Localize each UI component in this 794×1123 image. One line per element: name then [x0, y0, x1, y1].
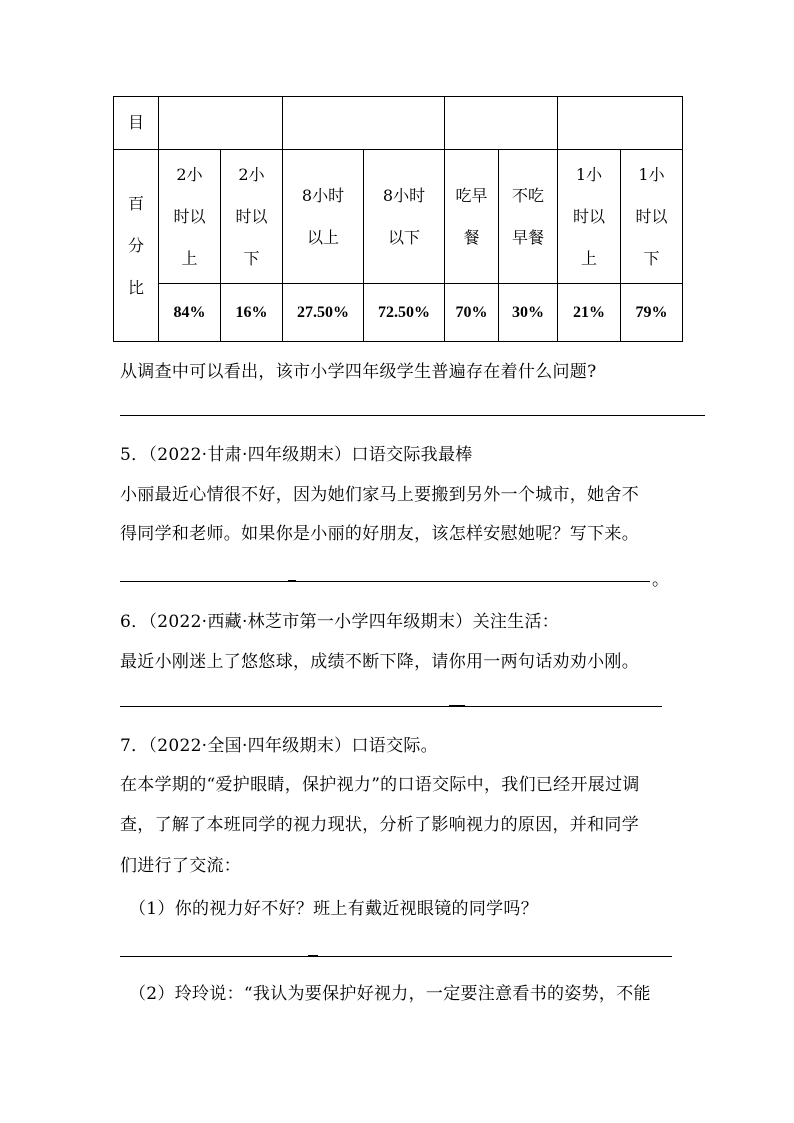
category-cell	[283, 150, 364, 284]
category-label: 1小时以上	[572, 164, 605, 268]
value-cell: 30%	[499, 284, 558, 342]
survey-table	[113, 96, 683, 342]
value-cell: 27.50%	[283, 284, 364, 342]
category-cell	[445, 150, 499, 284]
q5-end-mark: 。	[652, 570, 669, 590]
category-cell	[499, 150, 558, 284]
q5-line1: 小丽最近心情很不好，因为她们家马上要搬到另外一个城市，她舍不	[120, 485, 639, 505]
q7-sub1-answer-line[interactable]	[120, 956, 672, 957]
value-cell: 16%	[221, 284, 283, 342]
q5-answer-line[interactable]	[120, 581, 650, 582]
category-label: 8小时以上	[301, 185, 345, 247]
category-label: 1小时以下	[635, 164, 668, 268]
header-cell-4	[558, 97, 683, 150]
q7-line1: 在本学期的“爱护眼睛，保护视力”的口语交际中，我们已经开展过调	[120, 775, 640, 795]
q7-sub1: （1）你的视力好不好？班上有戴近视眼镜的同学吗？	[129, 899, 539, 919]
category-cell	[159, 150, 221, 284]
category-label: 2小时以下	[235, 164, 268, 268]
q5-title: 5．（2022·甘肃·四年级期末）口语交际我最棒	[120, 445, 473, 465]
value-cell: 21%	[558, 284, 621, 342]
category-cell	[221, 150, 283, 284]
row-head-percentage-label: 百分比	[127, 193, 144, 297]
row-head-percentage	[114, 150, 159, 342]
q5-line-mark	[288, 580, 296, 582]
q5-line2: 得同学和老师。如果你是小丽的好朋友，该怎样安慰她呢？写下来。	[120, 524, 639, 544]
category-label: 2小时以上	[173, 164, 206, 268]
value-cell: 70%	[445, 284, 499, 342]
category-cell	[364, 150, 445, 284]
category-label: 吃早餐	[455, 185, 488, 247]
category-label: 8小时以下	[382, 185, 426, 247]
value-cell: 79%	[621, 284, 683, 342]
category-label: 不吃早餐	[511, 185, 544, 247]
q4-question: 从调查中可以看出，该市小学四年级学生普遍存在着什么问题?	[120, 362, 597, 382]
table-row-header-tail	[114, 97, 683, 150]
category-cell	[621, 150, 683, 284]
q7-sub2: （2）玲玲说：“我认为要保护好视力，一定要注意看书的姿势，不能	[129, 984, 651, 1004]
row-head-mu: 目	[114, 97, 159, 150]
q7-line3: 们进行了交流：	[120, 856, 242, 876]
q6-answer-line[interactable]	[120, 706, 662, 707]
table-row-categories	[114, 150, 683, 284]
header-cell-2	[283, 97, 445, 150]
q7-line2: 查，了解了本班同学的视力现状，分析了影响视力的原因，并和同学	[120, 815, 639, 835]
table-row-values	[114, 284, 683, 342]
q7-line-mark	[308, 955, 318, 957]
header-cell-3	[445, 97, 558, 150]
value-cell: 84%	[159, 284, 221, 342]
q6-title: 6．（2022·西藏·林芝市第一小学四年级期末）关注生活：	[120, 612, 560, 632]
header-cell-1	[159, 97, 283, 150]
q6-line-mark	[449, 705, 465, 707]
q7-title: 7．（2022·全国·四年级期末）口语交际。	[120, 736, 438, 756]
category-cell	[558, 150, 621, 284]
value-cell: 72.50%	[364, 284, 445, 342]
q4-answer-line[interactable]	[120, 415, 705, 416]
q6-line1: 最近小刚迷上了悠悠球，成绩不断下降，请你用一两句话劝劝小刚。	[120, 652, 639, 672]
